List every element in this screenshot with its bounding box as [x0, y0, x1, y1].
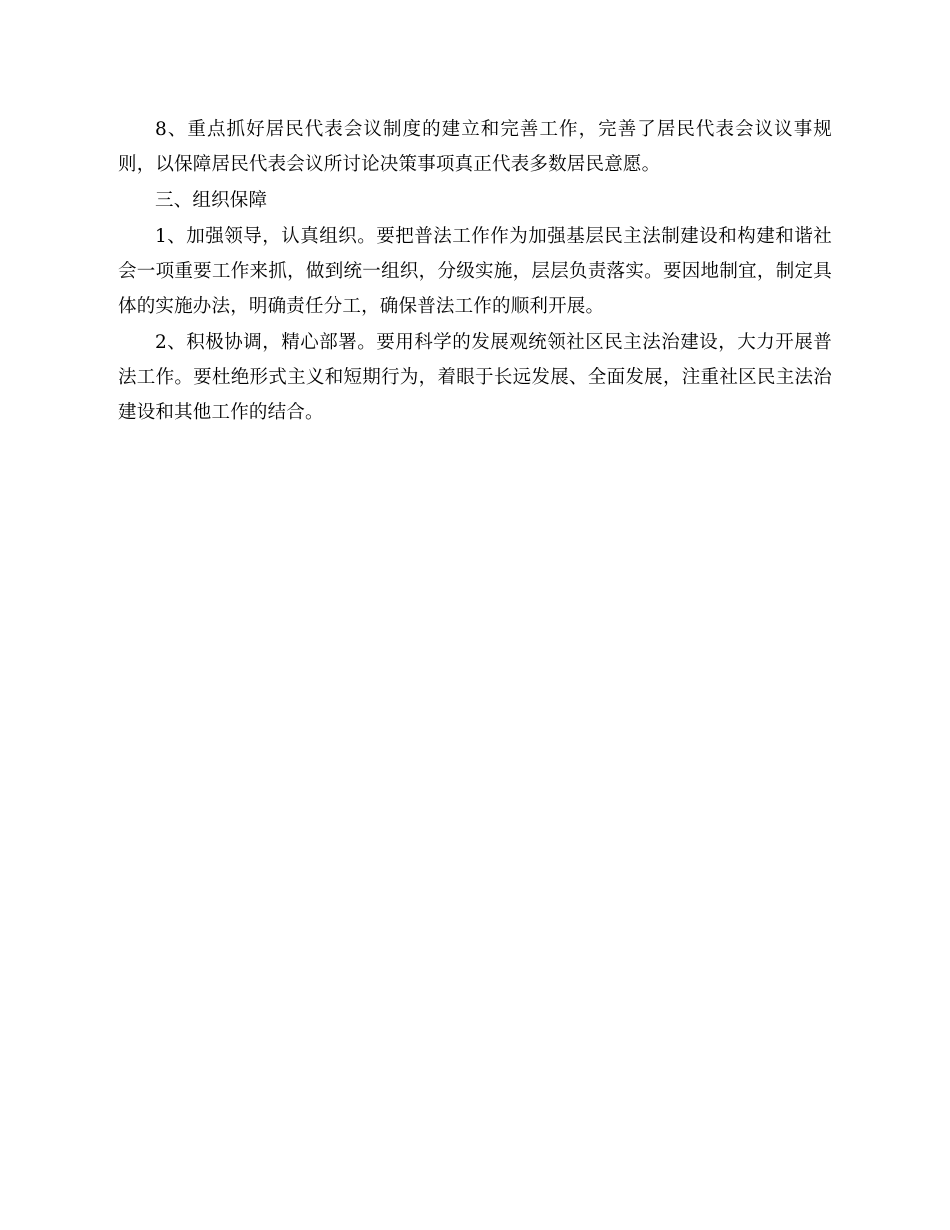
paragraph-item-8: 8、重点抓好居民代表会议制度的建立和完善工作，完善了居民代表会议议事规则，以保障居民代表会议所讨论决策事项真正代表多数居民意愿。: [118, 119, 832, 175]
paragraph-item-1: 1、加强领导，认真组织。要把普法工作作为加强基层民主法制建设和构建和谐社会一项重要工作来抓，做到统一组织，分级实施，层层负责落实。要因地制宜，制定具体的实施办法，明确责任分工，确保普法工作的顺利开展。: [118, 226, 832, 317]
document-body: [118, 112, 832, 430]
paragraph-item-2: 2、积极协调，精心部署。要用科学的发展观统领社区民主法治建设，大力开展普法工作。要杜绝形式主义和短期行为，着眼于长远发展、全面发展，注重社区民主法治建设和其他工作的结合。: [118, 332, 832, 423]
section-heading-three: 三、组织保障: [155, 190, 268, 211]
